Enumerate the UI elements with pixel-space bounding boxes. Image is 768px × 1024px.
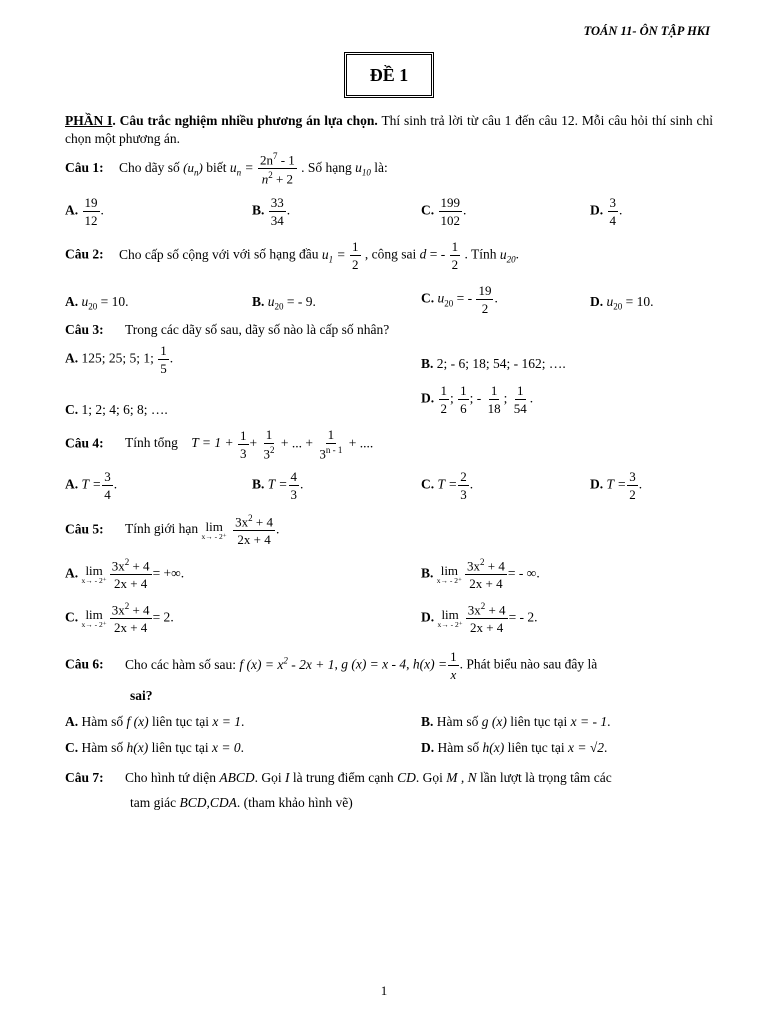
q2-option-d[interactable]: D. $u_{20} = 10$.	[590, 294, 654, 312]
q2-label: Câu 2:	[65, 246, 104, 262]
q7-text4: . Gọi	[415, 770, 443, 785]
q2-d-frac: $\frac{1}{2}$	[451, 239, 459, 272]
q3-stem	[65, 322, 713, 338]
q2-text3: , công sai	[364, 246, 417, 262]
q4-option-c[interactable]: C. T = $\frac{2}{3}$ .	[421, 469, 474, 502]
part1-instruction	[65, 112, 713, 148]
q4-option-b[interactable]: B. T = $\frac{4}{3}$ .	[252, 469, 304, 502]
q6-sai: sai	[130, 688, 146, 703]
q4-stem: Câu 4: Tính tổng T = 1 + $\frac{1}{3}$ + $\frac{1}{3^2}$ + ... + $\frac{1}{3^{n - 1}}$ + ....	[65, 427, 374, 462]
q2-u1-sub: 1	[328, 254, 334, 265]
q7-stem	[65, 770, 713, 786]
q7-stem-line2	[130, 795, 713, 811]
q5-option-d[interactable]: D. lim x→ - 2⁺ $\frac{3x^2 + 4}{2x + 4}$ = - 2.	[421, 601, 538, 636]
q1-option-b[interactable]: B. $\frac{33}{34}$ .	[252, 195, 291, 228]
q1-num: 2n	[259, 152, 273, 168]
q1-den-rest: + 2	[272, 171, 294, 187]
q4-option-a[interactable]: A. T = $\frac{3}{4}$ .	[65, 469, 118, 502]
q6-text2: . Phát biểu nào sau đây là	[459, 656, 598, 672]
q1-u10-sub: 10	[361, 167, 371, 178]
q1-text3: . Số hạng	[301, 159, 352, 175]
q4-option-d[interactable]: D. T = $\frac{3}{2}$ .	[590, 469, 643, 502]
q7-text3: là trung điểm cạnh	[292, 770, 394, 785]
q1-seq-close: )	[198, 159, 203, 175]
q5-option-b[interactable]: B. lim x→ - 2⁺ $\frac{3x^2 + 4}{2x + 4}$ = - ∞.	[421, 557, 540, 592]
q1-formula	[258, 152, 297, 186]
q4-tail: + ...	[348, 435, 370, 451]
q1-option-a[interactable]: A. $\frac{19}{12}$ .	[65, 195, 104, 228]
q3-options-ab	[65, 344, 713, 384]
q4-text: Tính tổng	[125, 435, 178, 451]
q2-option-a[interactable]: A. $u_{20} = 10$.	[65, 294, 129, 312]
q5-option-a[interactable]: A. lim x→ - 2⁺ $\frac{3x^2 + 4}{2x + 4}$ = +∞.	[65, 557, 185, 592]
q6-sai-tail: ?	[145, 688, 153, 703]
q7-cd: CD	[397, 770, 416, 785]
q7-label: Câu 7:	[65, 770, 104, 785]
q1-un-sub: n	[236, 167, 242, 178]
q2-u20: u	[499, 246, 507, 262]
q2-stem: Câu 2: Cho cấp số cộng với với số hạng đầu $u_1$ = $\frac{1}{2}$ , công sai d = - $\frac{1}{2}$ . Tính $u_{20}$.	[65, 239, 520, 272]
exam-title-box	[344, 52, 434, 98]
q3-label: Câu 3:	[65, 322, 104, 337]
q2-text4: . Tính	[464, 246, 497, 262]
q1-num-rest: - 1	[277, 152, 295, 168]
q2-u1-frac: $\frac{1}{2}$	[352, 239, 359, 272]
q5-text: Tính giới hạn	[125, 521, 199, 537]
q4-t: T = 1 +	[191, 435, 234, 451]
q1-label: Câu 1:	[65, 159, 104, 175]
q7-text2: . Gọi	[254, 770, 282, 785]
q7-abcd: ABCD	[219, 770, 255, 785]
q5-lim: lim x→ - 2⁺	[201, 518, 227, 541]
q7-text1: Cho hình tứ diện	[125, 770, 216, 785]
q2-option-b[interactable]: B. $u_{20}$ = - 9.	[252, 294, 316, 312]
q1-un: u	[229, 159, 237, 175]
q7-i: I	[284, 770, 290, 785]
q4-label: Câu 4:	[65, 435, 104, 451]
q1-option-c[interactable]: C. $\frac{199}{102}$ .	[421, 195, 467, 228]
q4-frac2: $\frac{1}{3^2}$	[263, 427, 275, 462]
document-header: TOÁN 11- ÔN TẬP HKI	[583, 24, 710, 38]
q6-option-b[interactable]: B. Hàm số g (x) liên tục tại x = - 1.	[421, 714, 611, 729]
q6-option-d[interactable]: D. Hàm số h(x) liên tục tại x = √2.	[421, 740, 608, 755]
q4-frac1: $\frac{1}{3}$	[240, 427, 247, 461]
q1-u10: u	[355, 159, 362, 175]
q6-g: g (x) = x - 4	[341, 656, 407, 672]
q1-text2: biết	[206, 159, 227, 175]
q1-den: n	[261, 171, 269, 187]
part1-label: PHẦN I	[65, 113, 113, 128]
q1-option-d[interactable]: D. $\frac{3}{4}$ .	[590, 195, 623, 228]
q5-option-c[interactable]: C. lim x→ - 2⁺ $\frac{3x^2 + 4}{2x + 4}$ = 2.	[65, 601, 174, 636]
q1-stem	[65, 152, 713, 186]
page-number: 1	[380, 983, 388, 998]
q3-options-cd	[65, 384, 713, 424]
part1-bold: . Câu trắc nghiệm nhiều phương án lựa chọn.	[112, 113, 378, 128]
q5-frac: $\frac{3x^2 + 4}{2x + 4}$	[235, 513, 273, 548]
q6-label: Câu 6:	[65, 656, 104, 672]
q1-seq: (u	[183, 159, 194, 175]
q3-text: Trong các dãy số sau, dãy số nào là cấp số nhân?	[125, 322, 390, 337]
q2-d-eq: = -	[426, 246, 446, 262]
q1-num-sup: 7	[272, 151, 278, 161]
q2-u1-eq: =	[333, 246, 346, 262]
q2-d: d	[419, 246, 427, 262]
q6-h: h(x) =	[412, 656, 448, 672]
q1-seq-sub: n	[193, 167, 199, 178]
q6-text1: Cho các hàm số sau:	[125, 656, 236, 672]
q7-mn: M , N	[446, 770, 477, 785]
q7-text6: tam giác	[130, 795, 177, 810]
q5-options-cd	[65, 602, 713, 642]
q2-u20-sub: 20	[506, 254, 516, 265]
q6-stem-line2	[130, 688, 713, 704]
part1-text: Thí sinh trả lời từ câu 1 đến câu 12. Mỗi câu hỏi thí sinh chỉ chọn một phương án.	[65, 113, 713, 146]
q2-text1: Cho cấp số cộng với	[119, 246, 230, 262]
q3-option-d[interactable]: D. $\frac{1}{2}$ ; $\frac{1}{6}$ ; - $\frac{1}{18}$ ; $\frac{1}{54}$ .	[421, 383, 534, 416]
q6-stem: Câu 6: Cho các hàm số sau: f $(x) = x^2 - 2x + 1$, g (x) = x - 4, h(x) = $\frac{1}{x}$ . Phát biểu nào sau đây là	[65, 649, 598, 682]
q1-text1: Cho dãy số	[119, 159, 180, 175]
q5-label: Câu 5:	[65, 521, 104, 537]
q5-options-ab	[65, 558, 713, 598]
q3-option-c[interactable]: C. 1; 2; 4; 6; 8; ….	[65, 402, 168, 417]
q2-u1: u	[321, 246, 329, 262]
q6-f: f $(x) = x^2 - 2x + 1$	[239, 655, 335, 672]
q1-den-sup: 2	[268, 170, 273, 181]
q2-option-c[interactable]: C. $u_{20}$ = - $\frac{19}{2}$ .	[421, 283, 498, 316]
q6-h-frac: $\frac{1}{x}$	[450, 649, 457, 682]
q7-text7: . (tham khảo hình vẽ)	[236, 795, 353, 810]
q7-text5: lần lượt là trọng tâm các	[479, 770, 612, 785]
q6-option-c[interactable]: C. Hàm số h(x) liên tục tại x = 0.	[65, 740, 244, 755]
q4-frac3: $\frac{1}{3^{n - 1}}$	[319, 427, 343, 462]
exam-title: ĐỀ 1	[369, 64, 409, 85]
q2-text2: với số hạng đầu	[233, 246, 319, 262]
q3-option-a[interactable]: A. 125; 25; 5; 1; $\frac{1}{5}$ .	[65, 343, 174, 376]
q1-eq: =	[241, 159, 254, 175]
q6-option-a[interactable]: A. Hàm số f (x) liên tục tại x = 1.	[65, 714, 245, 729]
q3-option-b[interactable]: B. 2; - 6; 18; 54; - 162; ….	[421, 356, 566, 371]
q1-text4: là:	[374, 159, 388, 175]
q5-stem: Câu 5: Tính giới hạn lim x→ - 2⁺ $\frac{3x^2 + 4}{2x + 4}$ .	[65, 513, 280, 548]
q7-triangles: BCD,CDA	[179, 795, 237, 810]
q4-dots: + ... +	[280, 435, 313, 451]
